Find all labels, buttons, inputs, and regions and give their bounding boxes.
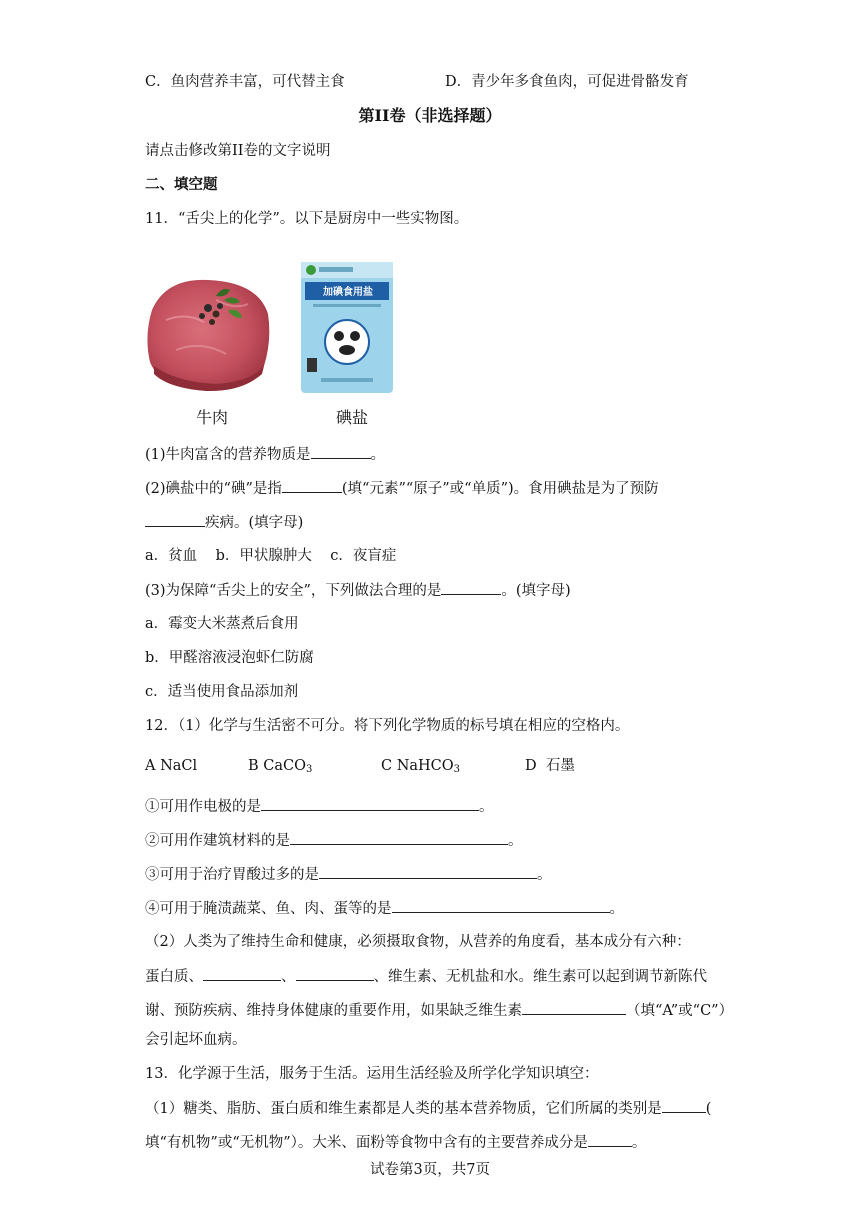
chem-c: C NaHCO$_3$ [381, 758, 461, 775]
q12-item2: ②可用作建筑材料的是 。 [145, 830, 523, 851]
answer-blank[interactable] [296, 966, 374, 981]
section-heading: 二、填空题 [145, 176, 218, 193]
q12-stem: 12．（1）化学与生活密不可分。将下列化学物质的标号填在相应的空格内。 [145, 718, 630, 734]
q11-option-c: c．适当使用食品添加剂 [145, 684, 299, 700]
option-c: C．鱼肉营养丰富，可代替主食 [145, 74, 345, 90]
answer-blank[interactable] [311, 444, 371, 459]
page-footer: 试卷第3页，共7页 [370, 1162, 490, 1178]
svg-text:加碘食用盐: 加碘食用盐 [323, 287, 373, 298]
q13-stem: 13．化学源于生活，服务于生活。运用生活经验及所学化学知识填空： [145, 1066, 599, 1082]
beef-caption: 牛肉 [196, 408, 229, 427]
answer-blank[interactable] [319, 864, 537, 879]
chem-b: B CaCO$_3$ [248, 758, 313, 775]
answer-blank[interactable] [203, 966, 281, 981]
answer-blank[interactable] [441, 580, 501, 595]
q13-part1-line1: （1）糖类、脂肪、蛋白质和维生素都是人类的基本营养物质，它们所属的类别是 ( [145, 1098, 711, 1119]
section-title: 第II卷（非选择题） [358, 106, 502, 125]
q11-stem: 11．“舌尖上的化学”。以下是厨房中一些实物图。 [145, 211, 469, 227]
answer-blank[interactable] [290, 830, 508, 845]
q12-part2-line3: 谢、预防疾病、维持身体健康的重要作用，如果缺乏维生素 （填“A”或“C”） [145, 1000, 733, 1021]
answer-blank[interactable] [522, 1000, 626, 1015]
q11-part3: (3)为保障“舌尖上的安全”，下列做法合理的是 。(填字母) [145, 580, 571, 601]
beef-image [146, 270, 272, 395]
answer-blank[interactable] [662, 1098, 706, 1113]
iodized-salt-bag-image [299, 260, 395, 395]
q11-part1: (1)牛肉富含的营养物质是 。 [145, 444, 385, 465]
q12-item4: ④可用于腌渍蔬菜、鱼、肉、蛋等的是 。 [145, 898, 624, 919]
q11-part2-options: a．贫血 b．甲状腺肿大 c．夜盲症 [145, 548, 397, 564]
salt-caption: 碘盐 [336, 408, 369, 427]
q11-option-a: a．霉变大米蒸煮后食用 [145, 616, 299, 632]
q12-part2-line1: （2）人类为了维持生命和健康，必须摄取食物，从营养的角度看，基本成分有六种： [145, 934, 691, 950]
answer-blank[interactable] [261, 796, 479, 811]
section-note: 请点击修改第II卷的文字说明 [145, 143, 331, 159]
answer-blank[interactable] [392, 898, 610, 913]
answer-blank[interactable] [145, 512, 205, 527]
chem-d: D 石墨 [525, 758, 575, 774]
option-d: D．青少年多食鱼肉，可促进骨骼发育 [445, 74, 689, 90]
q12-item1: ①可用作电极的是 。 [145, 796, 494, 817]
answer-blank[interactable] [588, 1132, 632, 1147]
q13-part1-line2: 填“有机物”或“无机物”）。大米、面粉等食物中含有的主要营养成分是 。 [145, 1132, 646, 1153]
q12-part2-line2: 蛋白质、 、 、维生素、无机盐和水。维生素可以起到调节新陈代 [145, 966, 707, 987]
q11-option-b: b．甲醛溶液浸泡虾仁防腐 [145, 650, 314, 666]
q11-part2-line2: 疾病。(填字母) [145, 512, 303, 533]
q12-item3: ③可用于治疗胃酸过多的是 。 [145, 864, 552, 885]
answer-blank[interactable] [282, 478, 342, 493]
chem-a: A NaCl [145, 758, 198, 774]
q12-part2-line4: 会引起坏血病。 [145, 1032, 247, 1048]
q11-part2-line1: (2)碘盐中的“碘”是指 (填“元素”“原子”或“单质”)。食用碘盐是为了预防 [145, 478, 659, 499]
